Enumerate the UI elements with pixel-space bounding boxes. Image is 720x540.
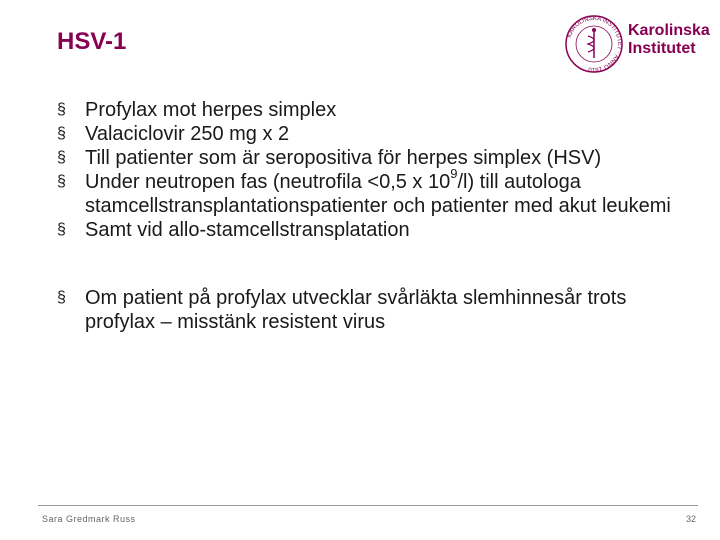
bullet-marker: §	[57, 289, 66, 306]
bullet-text: Profylax mot herpes simplex	[85, 99, 337, 121]
bullet-text: Samt vid allo-stamcellstransplatation	[85, 219, 410, 241]
logo-name-line2: Institutet	[628, 40, 696, 57]
bullet-marker: §	[57, 101, 66, 118]
bullet-item	[57, 286, 697, 334]
bullet-list	[57, 98, 697, 334]
bullet-marker: §	[57, 149, 66, 166]
page-number: 32	[685, 514, 696, 524]
bullet-item	[57, 98, 697, 122]
bullet-marker: §	[57, 125, 66, 142]
superscript-exponent: 9	[450, 166, 458, 182]
svg-text:KAROLINSKA INSTITUTET · ANNO 1: KAROLINSKA INSTITUTET · ANNO 1810	[566, 15, 623, 73]
bullet-text-after: /l) till autologa stamcellstransplantationspatienter och patienter med akut leukemi	[85, 171, 671, 217]
footer-divider	[38, 505, 698, 506]
bullet-text: Till patienter som är seropositiva för herpes simplex (HSV)	[85, 147, 602, 169]
bullet-item	[57, 122, 697, 146]
logo-name-line1: Karolinska	[628, 22, 710, 39]
bullet-item	[57, 146, 697, 170]
bullet-marker: §	[57, 221, 66, 238]
bullet-text: Om patient på profylax utvecklar svårläkta slemhinnesår trots profylax – misstänk resistent virus	[85, 287, 627, 333]
bullet-marker: §	[57, 173, 66, 190]
bullet-item	[57, 218, 697, 242]
bullet-item	[57, 166, 697, 218]
bullet-text	[85, 166, 671, 217]
bullet-text: Valaciclovir 250 mg x 2	[85, 123, 290, 145]
footer-author: Sara Gredmark Russ	[42, 514, 136, 524]
slide-title: HSV-1	[57, 28, 127, 55]
bullet-text-before: Under neutropen fas (neutrofila <0,5 x 10	[85, 171, 451, 193]
